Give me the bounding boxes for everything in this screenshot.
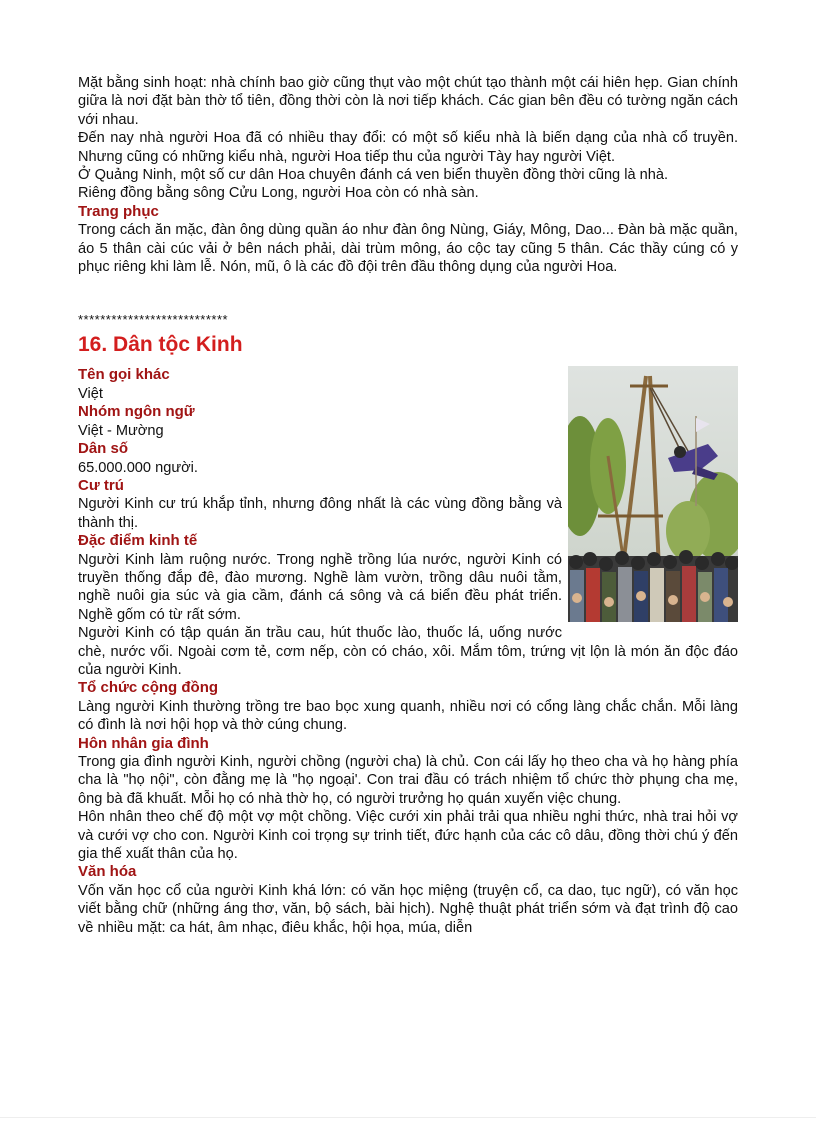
heading-kinh-te: Đặc điểm kinh tế [78,532,198,550]
cong-dong-text: Làng người Kinh thường trồng tre bao bọc xung quanh, nhiều nơi có cổng làng chắc chắn. Mỗi làng có đình là nơi hội họp và thờ cúng chung. [78,698,738,734]
ten-goi-khac-value: Việt [78,385,103,402]
heading-hon-nhan: Hôn nhân gia đình [78,734,209,752]
document-page [78,74,738,937]
dan-so-value: 65.000.000 người. [78,459,198,476]
page-bottom-edge [0,1117,816,1118]
heading-dan-so: Dân số [78,440,129,458]
heading-cong-dong: Tổ chức cộng đồng [78,679,219,697]
section-title: 16. Dân tộc Kinh [78,333,243,357]
festival-swing-photo [568,366,738,622]
kinh-te-paragraph-1: Người Kinh làm ruộng nước. Trong nghề trồng lúa nước, người Kinh có truyền thống đắp đê, đào mương. Nghề làm vườn, trồng dâu nuôi tằm, nghề nuôi gia súc và gia cầm, đánh cá sông và cá biển đều phát triển. Nghề gốm có từ rất sớm. [78,551,562,623]
heading-nhom-ngon-ngu: Nhóm ngôn ngữ [78,403,195,421]
intro-paragraph-1: Mặt bằng sinh hoạt: nhà chính bao giờ cũng thụt vào một chút tạo thành một cái hiên hẹp. Gian chính giữa là nơi đặt bàn thờ tổ tiên, đồng thời còn là nơi tiếp khách. Các gian bên đều có tường ngăn cách với nhau. [78,75,738,128]
intro-paragraph-4: Riêng đồng bằng sông Cửu Long, người Hoa còn có nhà sàn. [78,185,479,202]
trang-phuc-text: Trong cách ăn mặc, đàn ông dùng quần áo như đàn ông Nùng, Giáy, Mông, Dao... Đàn bà mặc quần, áo 5 thân cài cúc vải ở bên nách phải, dài trùm mông, áo cộc tay cũng 5 thân. Các thầy cúng có y phục riêng khi làm lễ. Nón, mũ, ô là các đồ đội trên đầu thông dụng của người Hoa. [78,222,738,276]
van-hoa-text: Vốn văn học cổ của người Kinh khá lớn: có văn học miệng (truyện cổ, ca dao, tục ngữ), có văn học viết bằng chữ (những áng thơ, văn, bộ sách, bài hịch). Nghệ thuật phát triển sớm và đạt trình độ cao về nhiều mặt: ca hát, âm nhạc, điêu khắc, hội họa, múa, diễn [78,882,738,936]
nhom-ngon-ngu-value: Việt - Mường [78,422,164,439]
heading-trang-phuc: Trang phục [78,202,159,220]
heading-cu-tru: Cư trú [78,476,124,494]
heading-ten-goi-khac: Tên gọi khác [78,366,170,384]
separator: *************************** [78,312,229,328]
cu-tru-value: Người Kinh cư trú khắp tỉnh, nhưng đông nhất là các vùng đồng bằng và thành thị. [78,496,562,531]
heading-van-hoa: Văn hóa [78,863,137,881]
intro-paragraph-3: Ở Quảng Ninh, một số cư dân Hoa chuyên đánh cá ven biển thuyền đồng thời cũng là nhà. [78,167,669,184]
hon-nhan-paragraph-2: Hôn nhân theo chế độ một vợ một chồng. Việc cưới xin phải trải qua nhiều nghi thức, nhà trai hỏi vợ và cưới vợ cho con. Người Kinh coi trọng sự trinh tiết, đức hạnh của các cô dâu, đồng thời chú ý đến gia thế xuất thân của họ. [78,809,738,863]
hon-nhan-paragraph-1: Trong gia đình người Kinh, người chồng (người cha) là chủ. Con cái lấy họ theo cha và họ hàng phía cha là "họ nội", còn đằng mẹ là "họ ngoại'. Con trai đầu có trách nhiệm tổ chức thờ phụng cha mẹ, ông bà đã khuất. Mỗi họ có nhà thờ họ, có người trưởng họ quán xuyến việc chung. [78,754,738,807]
intro-paragraph-2: Đến nay nhà người Hoa đã có nhiều thay đổi: có một số kiểu nhà là biến dạng của nhà cổ truyền. Nhưng cũng có những kiểu nhà, người Hoa tiếp thu của người Tày hay người Việt. [78,130,738,165]
kinh-te-paragraph-2: Người Kinh có tập quán ăn trầu cau, hút thuốc lào, thuốc lá, uống nước chè, nước vối. Ngoài cơm tẻ, cơm nếp, còn có cháo, xôi. Mắm tôm, trứng vịt lộn là món ăn độc đáo của người Kinh. [78,625,738,678]
